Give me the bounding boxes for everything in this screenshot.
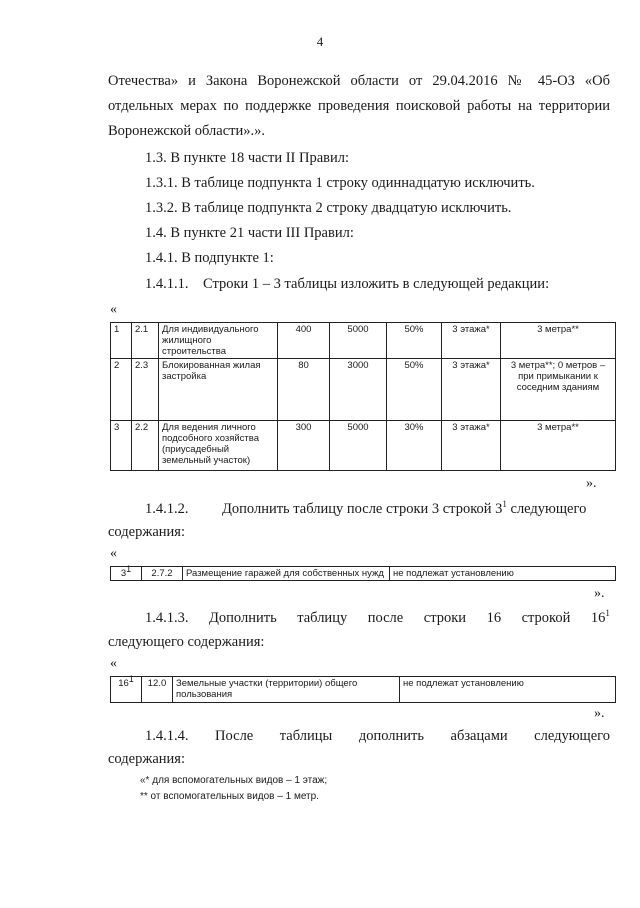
cell-max: 5000 [330, 421, 387, 471]
word: таблицы [279, 728, 333, 744]
item-1-4-1-2-cont: содержания: [108, 524, 186, 540]
cell-value: не подлежат установлению [390, 567, 616, 581]
word: 16 [590, 610, 606, 626]
item-1-4-1-2-label: 1.4.1.2. [145, 501, 189, 517]
cell-code: 2.1 [132, 323, 159, 359]
intro-line-2: отдельных мерах по поддержке проведения поисковой работы на территории [108, 98, 610, 114]
table-row [111, 677, 616, 703]
table-row [111, 323, 616, 359]
footnote-floors: «* для вспомогательных видов – 1 этаж; [140, 775, 328, 786]
word: Дополнить [209, 610, 277, 626]
item-1-4-1-1: 1.4.1.1. Строки 1 – 3 таблицы изложить в следующей редакции: [145, 276, 550, 292]
item-1-4-1: 1.4.1. В подпункте 1: [145, 250, 274, 266]
item-1-3-2: 1.3.2. В таблице подпункта 2 строку двадцатую исключить. [145, 200, 512, 216]
intro-line-1: Отечества» и Закона Воронежской области от 29.04.2016 № 45-ОЗ «Об [108, 73, 610, 89]
table-common-land [110, 673, 616, 703]
word: после [367, 610, 404, 626]
cell-num [111, 563, 142, 581]
footnote-distance: ** от вспомогательных видов – 1 метр. [140, 791, 319, 802]
word: абзацами [450, 728, 508, 744]
item-1-3-1: 1.3.1. В таблице подпункта 1 строку одиннадцатую исключить. [145, 175, 535, 191]
quote-close-1: ». [586, 476, 597, 491]
cell-floors: 3 этажа* [442, 359, 501, 421]
item-1-4: 1.4. В пункте 21 части III Правил: [145, 225, 354, 241]
table-row [111, 421, 616, 471]
item-1-4-1-3-cont: следующего содержания: [108, 634, 265, 650]
cell-min: 80 [278, 359, 330, 421]
cell-value: не подлежат установлению [400, 677, 616, 703]
cell-percent: 50% [387, 359, 442, 421]
superscript: 1 [605, 608, 610, 619]
quote-close-2: ». [594, 586, 605, 601]
item-1-4-1-4 [145, 727, 610, 745]
word: После [215, 728, 254, 744]
cell-floors: 3 этажа* [442, 323, 501, 359]
row-num: 16 [118, 678, 129, 689]
quote-open-1: « [110, 302, 117, 317]
word: строкой [521, 610, 571, 626]
word-with-sup [591, 609, 610, 627]
cell-num [111, 673, 142, 703]
cell-max: 3000 [330, 359, 387, 421]
cell-code: 2.3 [132, 359, 159, 421]
item-1-4-1-4-cont: содержания: [108, 751, 186, 767]
cell-num: 3 [111, 421, 132, 471]
superscript: 1 [502, 499, 507, 510]
cell-min: 400 [278, 323, 330, 359]
intro-line-3: Воронежской области».». [108, 123, 265, 139]
word: дополнить [358, 728, 424, 744]
cell-name: Для индивидуального жилищного строительства [159, 323, 278, 359]
word: 16 [486, 610, 502, 626]
superscript: 1 [126, 563, 132, 574]
page-number: 4 [316, 34, 324, 49]
quote-close-3: ». [594, 706, 605, 721]
table-row [111, 567, 616, 581]
cell-percent: 30% [387, 421, 442, 471]
cell-floors: 3 этажа* [442, 421, 501, 471]
quote-open-3: « [110, 656, 117, 671]
cell-num: 2 [111, 359, 132, 421]
cell-height: 3 метра** [501, 323, 616, 359]
word: следующего [534, 728, 610, 744]
cell-code: 2.2 [132, 421, 159, 471]
cell-height: 3 метра** [501, 421, 616, 471]
item-1-4-1-3 [145, 609, 610, 627]
cell-percent: 50% [387, 323, 442, 359]
cell-name: Блокированная жилая застройка [159, 359, 278, 421]
item-1-3: 1.3. В пункте 18 части II Правил: [145, 150, 350, 166]
cell-name: Для ведения личного подсобного хозяйства (приусадебный земельный участок) [159, 421, 278, 471]
item-text-end: следующего [506, 501, 587, 517]
word: строки [423, 610, 467, 626]
row-num: 3 [120, 568, 127, 579]
word: 1.4.1.3. [145, 610, 189, 626]
cell-code: 12.0 [142, 677, 173, 703]
cell-min: 300 [278, 421, 330, 471]
table-row [111, 359, 616, 421]
item-1-4-1-2-text [222, 500, 586, 518]
cell-code: 2.7.2 [142, 567, 183, 581]
word: таблицу [297, 610, 348, 626]
item-text: Дополнить таблицу после строки 3 строкой 3 [222, 501, 503, 517]
table-main [110, 322, 616, 471]
cell-max: 5000 [330, 323, 387, 359]
cell-num: 1 [111, 323, 132, 359]
quote-open-2: « [110, 546, 117, 561]
cell-height: 3 метра**; 0 метров – при примыкании к соседним зданиям [501, 359, 616, 421]
table-garages [110, 563, 616, 581]
superscript: 1 [128, 673, 134, 684]
word: 1.4.1.4. [145, 728, 189, 744]
cell-name: Размещение гаражей для собственных нужд [183, 567, 390, 581]
cell-name: Земельные участки (территории) общего пользования [173, 677, 400, 703]
